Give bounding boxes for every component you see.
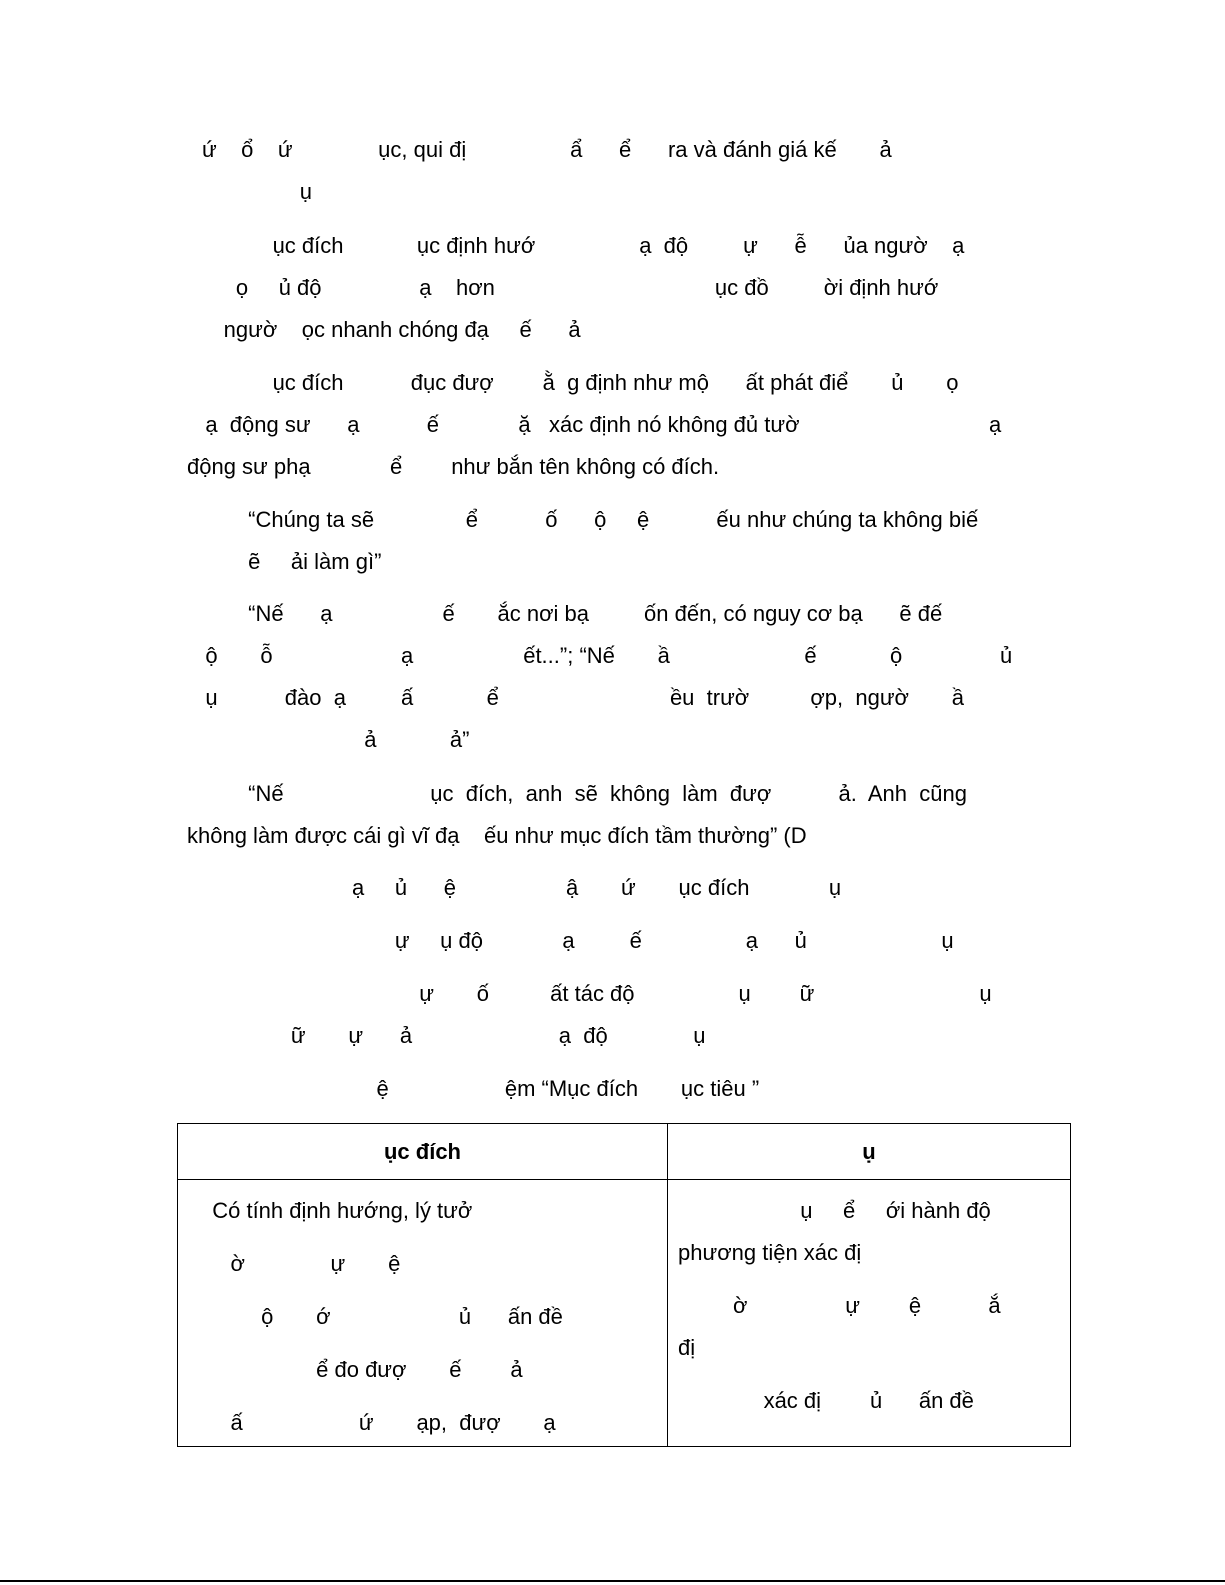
quote-line: “Nế ạ ế ắc nơi bạ ốn đến, có nguy cơ bạ ẽ đế [187, 601, 943, 626]
text-line: ự ụ độ ạ ế ạ ủ ụ [187, 928, 954, 953]
text-line: ạ ủ ệ ậ ứ ục đích ụ [187, 875, 842, 900]
table-cell-objective [668, 1180, 1071, 1447]
text-line: ứ ổ ứ ục, qui đị ẩ ể ra và đánh giá kế ả [202, 137, 892, 162]
cell-line: ộ ớ ủ ấn đề [200, 1304, 563, 1329]
cell-line: ụ ể ới hành độ [678, 1198, 991, 1223]
quote-line: ả ả” [187, 727, 470, 752]
column-header-purpose: ục đích [178, 1124, 668, 1180]
text-line: ục đích đục đượ ằ g định như mộ ất phát điể ủ ọ [187, 370, 959, 395]
cell-line: ể đo đượ ế ả [200, 1357, 523, 1382]
table-header-row [178, 1124, 1071, 1180]
cell-line: ờ ự ệ [200, 1251, 401, 1276]
quote-line: ụ đào ạ ấ ể ều trườ ợp, ngườ ầ [187, 685, 965, 710]
cell-line: xác đị ủ ấn đề [678, 1388, 974, 1413]
quote-line: “Chúng ta sẽ ể ố ộ ệ ếu như chúng ta không biế [187, 507, 979, 532]
table-cell-purpose [178, 1180, 668, 1447]
text-line: ụ [202, 179, 313, 204]
text-line: ục đích ục định hướ ạ độ ự ễ ủa ngườ ạ [187, 233, 965, 258]
text-line: động sư phạ ể như bắn tên không có đích. [187, 454, 720, 479]
text-line: ngườ ọc nhanh chóng đạ ế ả [187, 317, 581, 342]
cell-line: đị [678, 1335, 696, 1360]
cell-line: Có tính định hướng, lý tưở [200, 1198, 473, 1223]
text-line: ữ ự ả ạ độ ụ [187, 1023, 706, 1048]
cell-line: ấ ứ ạp, đượ ạ [200, 1410, 556, 1435]
quote-line: không làm được cái gì vĩ đạ ếu như mục đích tầm thường” (D [187, 823, 807, 848]
table-row [178, 1180, 1071, 1447]
text-line: ự ố ất tác độ ụ ữ ụ [187, 981, 992, 1006]
page-bottom-rule [0, 1580, 1225, 1582]
cell-line: phương tiện xác đị [678, 1240, 862, 1265]
column-header-objective: ụ [668, 1124, 1071, 1180]
quote-line: ộ ỗ ạ ết...”; “Nế ầ ế ộ ủ [187, 643, 1013, 668]
section-heading: ệ ệm “Mục đích ục tiêu ” [187, 1076, 760, 1101]
text-line: ọ ủ độ ạ hơn ục đồ ời định hướ [187, 275, 939, 300]
text-line: ạ động sư ạ ế ặ xác định nó không đủ tườ ạ [187, 412, 1002, 437]
comparison-table [177, 1123, 1071, 1447]
quote-line: ẽ ải làm gì” [187, 549, 382, 574]
quote-line: “Nế ục đích, anh sẽ không làm đượ ả. Anh cũng [187, 781, 967, 806]
cell-line: ờ ự ệ ắ [678, 1293, 1001, 1318]
